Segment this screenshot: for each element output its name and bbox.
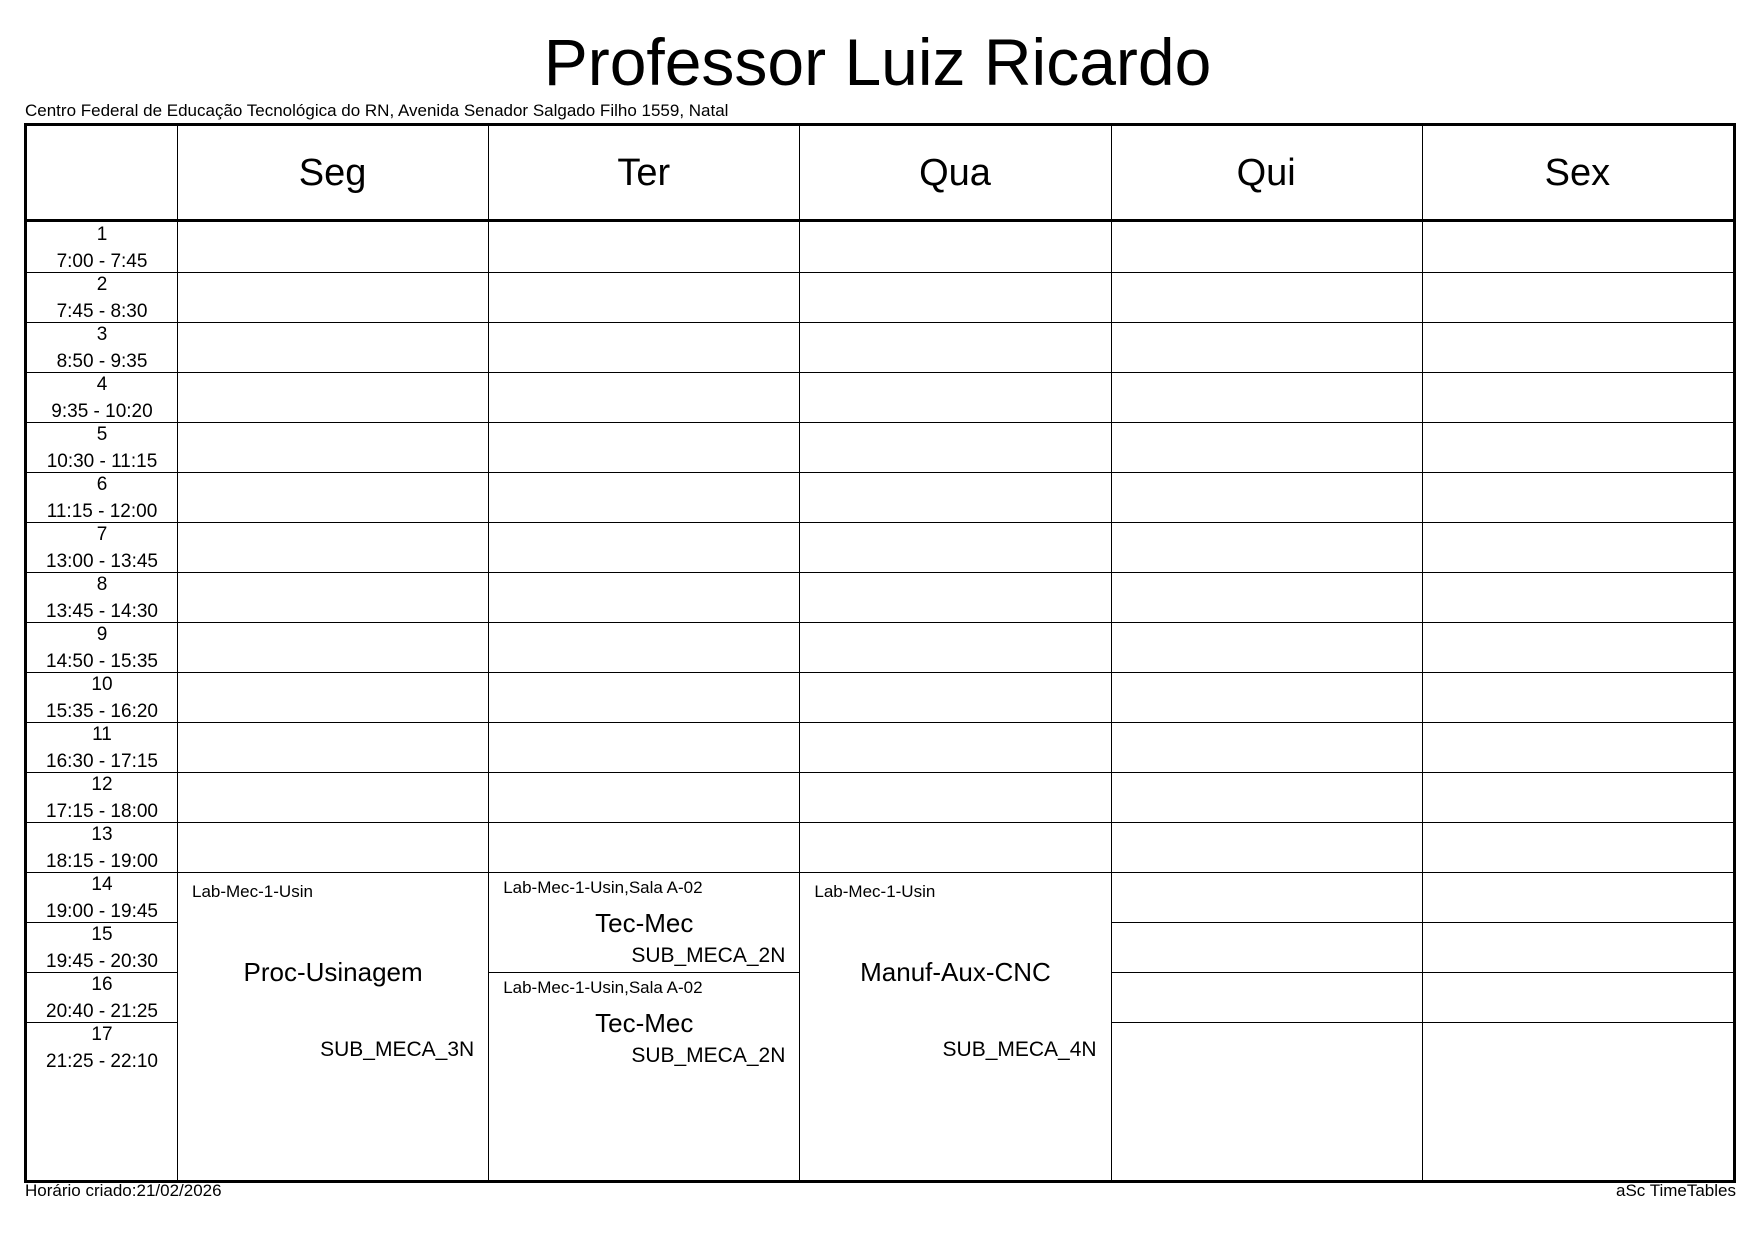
period-label (27, 671, 177, 725)
period-label (27, 421, 177, 475)
period-label (27, 721, 177, 775)
timetable-grid (24, 123, 1736, 1183)
row-divider (27, 822, 1733, 823)
period-label (27, 471, 177, 525)
period-time: 13:45 - 14:30 (46, 601, 158, 622)
lesson-room: Lab-Mec-1-Usin (814, 882, 936, 901)
period-number: 11 (92, 724, 112, 745)
period-number: 2 (96, 274, 108, 295)
lesson-subject: Tec-Mec (595, 1008, 694, 1038)
period-number: 16 (91, 974, 113, 995)
period-number: 3 (96, 324, 108, 345)
period-number: 4 (96, 374, 108, 395)
period-number: 6 (96, 474, 108, 495)
period-time: 20:40 - 21:25 (46, 1001, 158, 1022)
day-header-qua: Qua (919, 151, 991, 194)
generator-credit: aSc TimeTables (1616, 1181, 1736, 1200)
period-label (27, 1021, 177, 1075)
period-label (27, 871, 177, 925)
row-divider (27, 522, 1733, 523)
period-time: 19:00 - 19:45 (46, 901, 158, 922)
period-time: 18:15 - 19:00 (46, 851, 158, 872)
period-time: 10:30 - 11:15 (46, 451, 158, 472)
day-header-seg: Seg (298, 151, 367, 194)
period-number: 1 (96, 224, 108, 245)
lesson-subject: Tec-Mec (595, 908, 694, 938)
period-label (27, 621, 177, 675)
period-label (27, 271, 177, 325)
period-time: 21:25 - 22:10 (46, 1051, 158, 1072)
school-address: Centro Federal de Educação Tecnológica do RN, Avenida Senador Salgado Filho 1559, Natal (25, 101, 729, 120)
lesson-class: SUB_MECA_2N (631, 1044, 786, 1067)
lesson-room: Lab-Mec-1-Usin,Sala A-02 (503, 978, 703, 997)
period-label (27, 921, 177, 975)
period-number: 9 (96, 624, 108, 645)
page-title: Professor Luiz Ricardo (543, 25, 1212, 99)
period-time: 13:00 - 13:45 (46, 551, 158, 572)
lesson-subject: Manuf-Aux-CNC (860, 956, 1051, 987)
day-header-ter: Ter (617, 151, 671, 194)
lesson-room: Lab-Mec-1-Usin (192, 882, 313, 901)
lesson-class: SUB_MECA_2N (631, 944, 786, 967)
period-number: 7 (96, 524, 108, 545)
lesson-card[interactable] (489, 873, 799, 972)
row-divider (27, 272, 1733, 273)
row-divider (27, 422, 1733, 423)
lesson-card[interactable] (800, 873, 1110, 1072)
period-time: 7:00 - 7:45 (56, 251, 148, 272)
period-time: 16:30 - 17:15 (46, 751, 158, 772)
row-divider (27, 322, 1733, 323)
period-number: 8 (96, 574, 108, 595)
period-number: 12 (91, 774, 113, 795)
period-time: 8:50 - 9:35 (56, 351, 148, 372)
row-divider (27, 672, 1733, 673)
period-label (27, 371, 177, 425)
row-divider (27, 772, 1733, 773)
lesson-class: SUB_MECA_4N (942, 1038, 1097, 1061)
period-time: 14:50 - 15:35 (46, 651, 158, 672)
period-number: 15 (91, 924, 113, 945)
period-time: 7:45 - 8:30 (56, 301, 148, 322)
lesson-card[interactable] (489, 973, 799, 1072)
row-divider (27, 472, 1733, 473)
period-label (27, 971, 177, 1025)
lesson-subject: Proc-Usinagem (243, 956, 423, 987)
created-date: Horário criado:21/02/2026 (25, 1181, 222, 1200)
row-divider (27, 722, 1733, 723)
day-header-sex: Sex (1544, 151, 1611, 194)
period-number: 5 (96, 424, 108, 445)
period-number: 13 (91, 824, 113, 845)
period-number: 17 (91, 1024, 113, 1045)
row-divider (27, 622, 1733, 623)
row-divider (27, 572, 1733, 573)
period-time: 17:15 - 18:00 (46, 801, 158, 822)
period-label (27, 771, 177, 825)
lesson-class: SUB_MECA_3N (320, 1038, 475, 1061)
period-label (27, 521, 177, 575)
row-divider (27, 372, 1733, 373)
period-label (27, 321, 177, 375)
period-label (27, 221, 177, 275)
period-label (27, 821, 177, 875)
lesson-room: Lab-Mec-1-Usin,Sala A-02 (503, 878, 703, 897)
period-time: 11:15 - 12:00 (46, 501, 158, 522)
day-header-qui: Qui (1236, 151, 1296, 194)
period-number: 14 (91, 874, 113, 895)
period-number: 10 (91, 674, 113, 695)
period-time: 15:35 - 16:20 (46, 701, 158, 722)
period-time: 19:45 - 20:30 (46, 951, 158, 972)
period-label (27, 571, 177, 625)
lesson-card[interactable] (178, 873, 488, 1072)
period-time: 9:35 - 10:20 (51, 401, 153, 422)
